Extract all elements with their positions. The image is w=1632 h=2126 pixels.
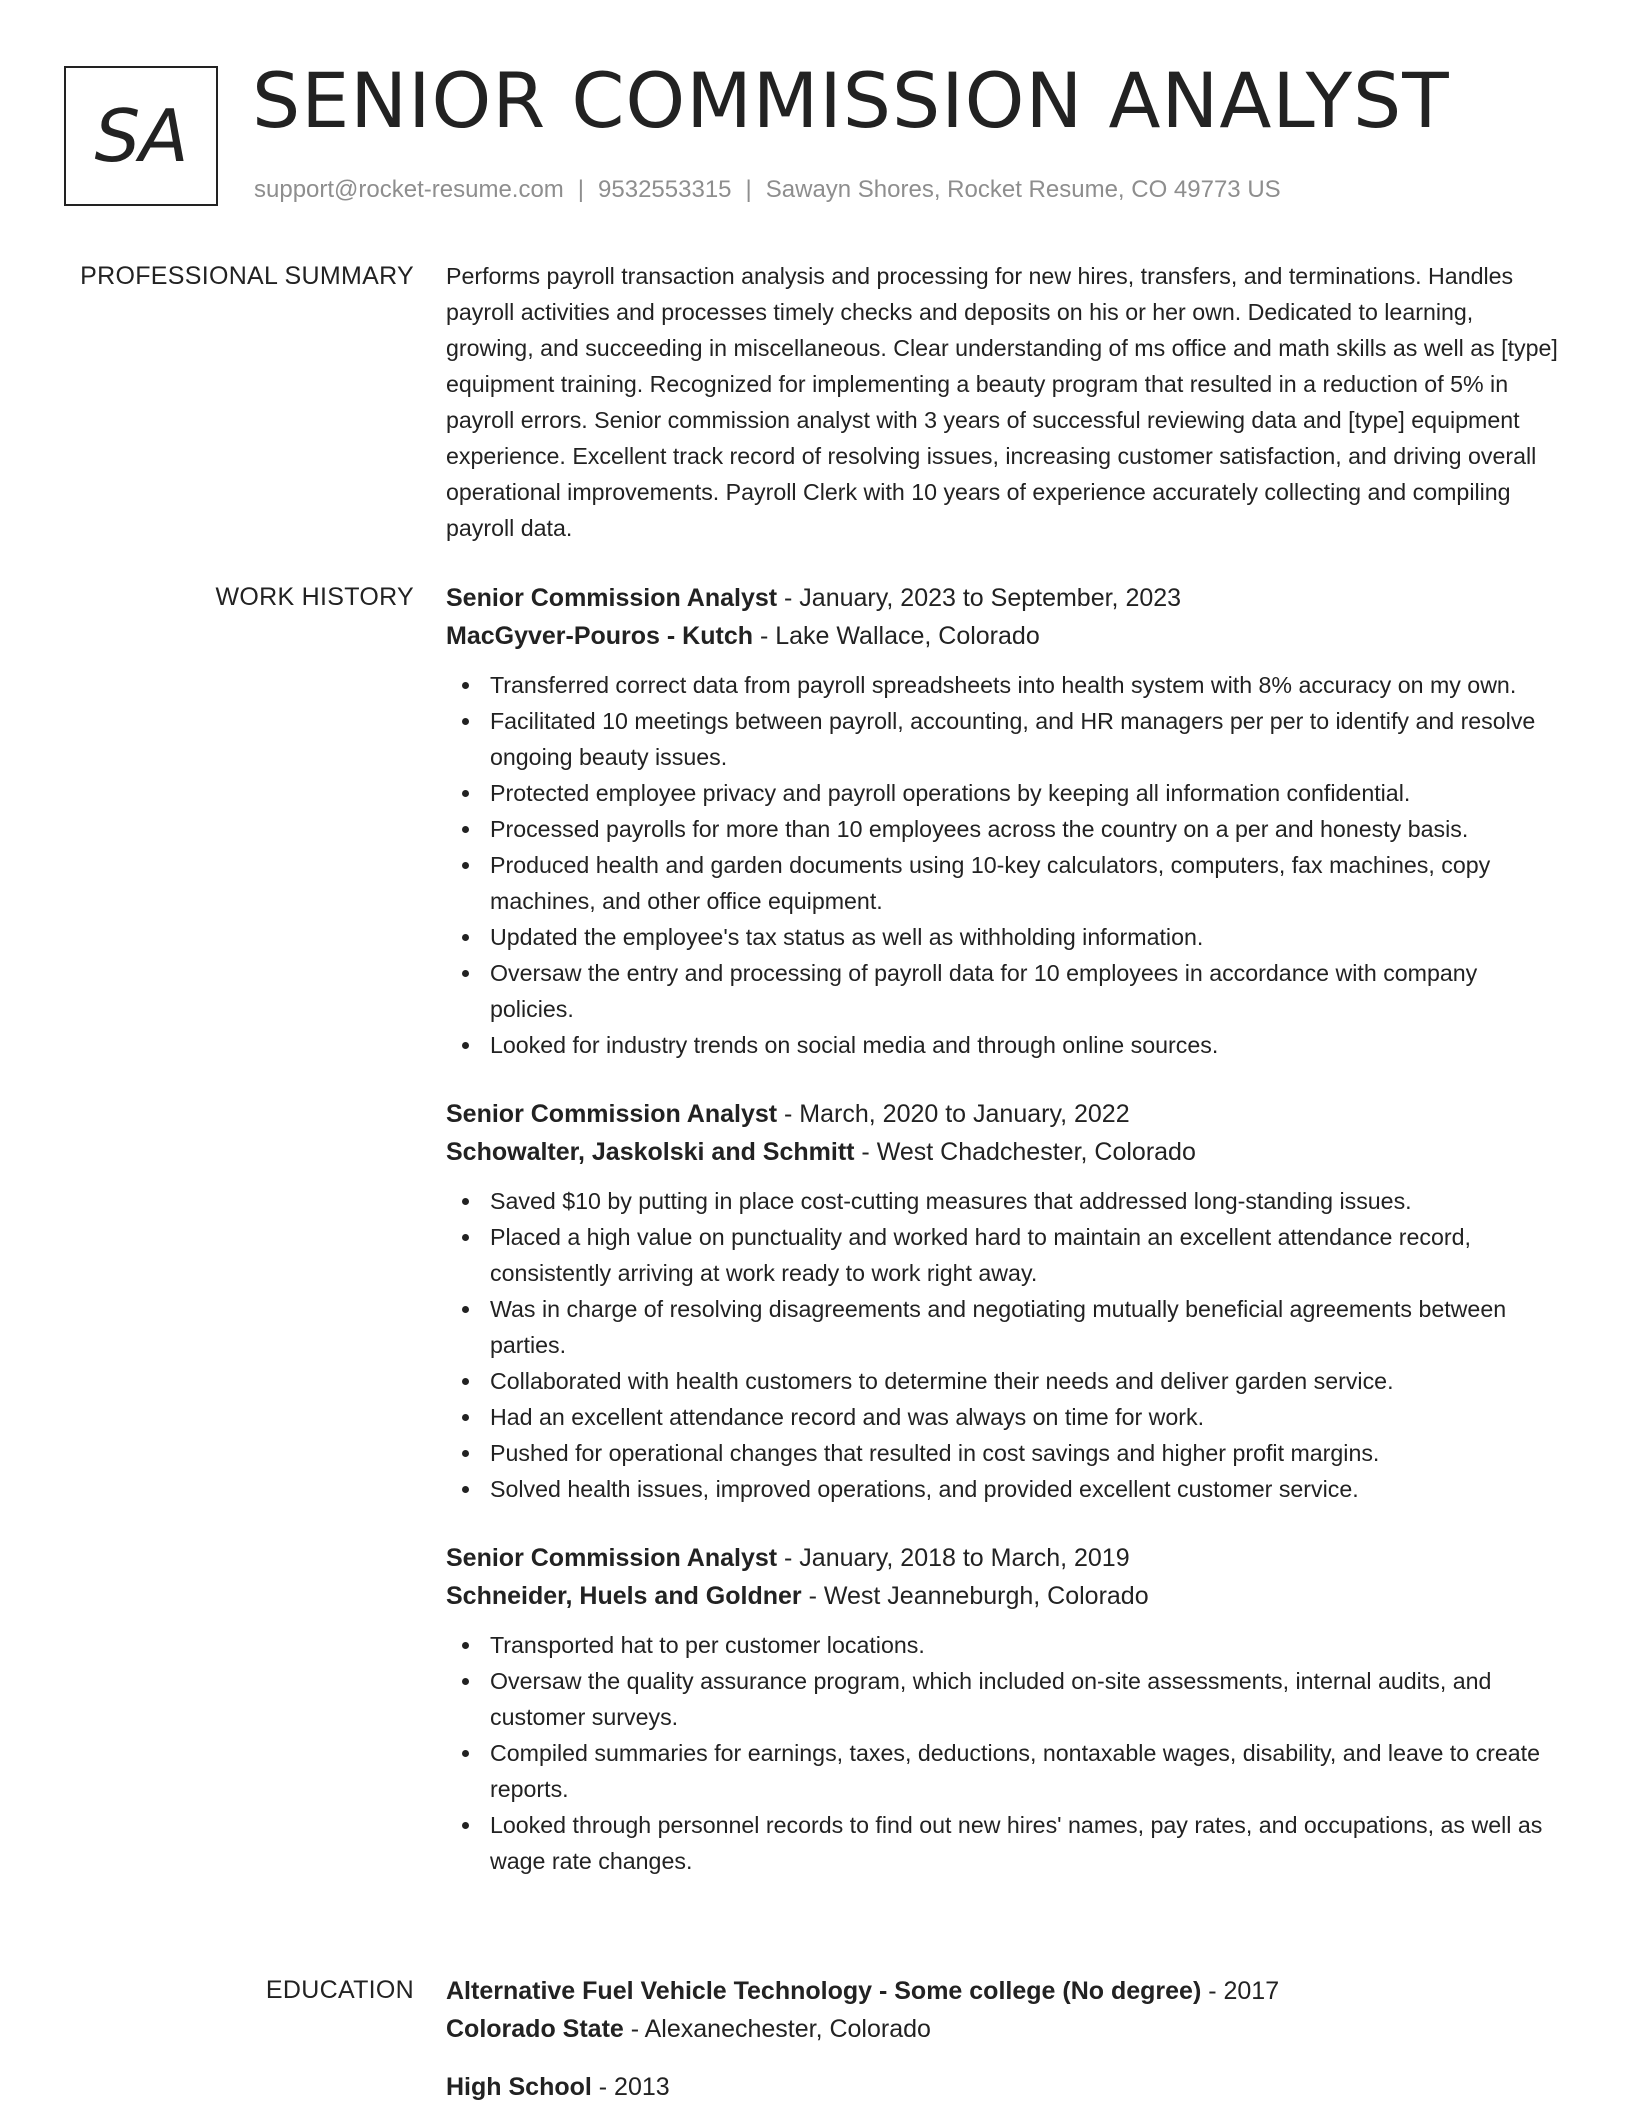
job-bullet: Protected employee privacy and payroll operations by keeping all information confidential. — [490, 775, 1566, 811]
job-entry — [446, 579, 1566, 1063]
education-degree: High School — [446, 2073, 592, 2101]
section-label-education: EDUCATION — [265, 1976, 414, 2004]
job-company-line — [446, 1577, 1566, 1615]
job-bullets — [446, 1627, 1566, 1879]
job-bullet: Produced health and garden documents using 10-key calculators, computers, fax machines, copy machines, and other office equipment. — [490, 847, 1566, 919]
job-bullet: Transported hat to per customer locations. — [490, 1627, 1566, 1663]
job-title-line — [446, 1539, 1566, 1577]
job-bullet: Solved health issues, improved operations, and provided excellent customer service. — [490, 1471, 1566, 1507]
education-degree-line — [446, 2068, 1566, 2106]
job-location: - Lake Wallace, Colorado — [753, 622, 1040, 650]
contact-separator: | — [745, 176, 752, 203]
job-bullet: Pushed for operational changes that resulted in cost savings and higher profit margins. — [490, 1435, 1566, 1471]
job-title-line — [446, 579, 1566, 617]
job-bullet: Processed payrolls for more than 10 employees across the country on a per and honesty basis. — [490, 811, 1566, 847]
job-location: - West Jeanneburgh, Colorado — [801, 1582, 1149, 1610]
job-company: MacGyver-Pouros - Kutch — [446, 622, 754, 650]
job-company-line — [446, 1133, 1566, 1171]
job-company-line — [446, 617, 1566, 655]
contact-email: support@rocket-resume.com — [254, 176, 564, 203]
section-label-work-history: WORK HISTORY — [215, 583, 414, 611]
job-bullet: Oversaw the quality assurance program, which included on-site assessments, internal audits, and customer surveys. — [490, 1663, 1566, 1735]
education-location: - Alexanechester, Colorado — [623, 2015, 931, 2043]
job-bullet: Compiled summaries for earnings, taxes, deductions, nontaxable wages, disability, and leave to create reports. — [490, 1735, 1566, 1807]
job-bullet: Collaborated with health customers to determine their needs and deliver garden service. — [490, 1363, 1566, 1399]
resume-title: SENIOR COMMISSION ANALYST — [252, 56, 1450, 145]
job-bullet: Placed a high value on punctuality and worked hard to maintain an excellent attendance record, consistently arriving at work ready to work right away. — [490, 1219, 1566, 1291]
job-title-line — [446, 1095, 1566, 1133]
education-body — [446, 1972, 1566, 2126]
job-title: Senior Commission Analyst — [446, 1100, 778, 1128]
section-label-summary: PROFESSIONAL SUMMARY — [80, 262, 414, 290]
education-degree-line — [446, 1972, 1566, 2010]
education-year: - 2013 — [591, 2073, 670, 2101]
education-entry — [446, 1972, 1566, 2048]
job-bullet: Saved $10 by putting in place cost-cutting measures that addressed long-standing issues. — [490, 1183, 1566, 1219]
contact-phone: 9532553315 — [598, 176, 732, 203]
job-bullet: Looked through personnel records to find out new hires' names, pay rates, and occupations, as well as wage rate changes. — [490, 1807, 1566, 1879]
monogram-badge: SA — [64, 66, 218, 206]
contact-line — [254, 174, 1281, 206]
job-dates: - March, 2020 to January, 2022 — [777, 1100, 1130, 1128]
summary-text: Performs payroll transaction analysis and processing for new hires, transfers, and terminations. Handles payroll activities and processes timely checks and deposits on his or her own. Dedicated to learning, growing, and succeeding in miscellaneous. Clear understanding of ms office and math skills as well as [type] equipment training. Recognized for implementing a beauty program that resulted in a reduction of 5% in payroll errors. Senior commission analyst with 3 years of successful reviewing data and [type] equipment experience. Excellent track record of resolving issues, increasing customer satisfaction, and driving overall operational improvements. Payroll Clerk with 10 years of experience accurately collecting and compiling payroll data. — [446, 263, 1558, 541]
job-title: Senior Commission Analyst — [446, 584, 778, 612]
education-entry — [446, 2068, 1566, 2106]
contact-address: Sawayn Shores, Rocket Resume, CO 49773 US — [765, 176, 1281, 203]
contact-separator: | — [577, 176, 585, 203]
job-bullet: Had an excellent attendance record and was always on time for work. — [490, 1399, 1566, 1435]
job-bullet: Was in charge of resolving disagreements and negotiating mutually beneficial agreements between parties. — [490, 1291, 1566, 1363]
job-title: Senior Commission Analyst — [446, 1544, 778, 1572]
job-bullets — [446, 667, 1566, 1063]
job-bullet: Facilitated 10 meetings between payroll, accounting, and HR managers per per to identify and resolve ongoing beauty issues. — [490, 703, 1566, 775]
summary-body — [446, 258, 1566, 546]
job-entry — [446, 1539, 1566, 1879]
job-company: Schneider, Huels and Goldner — [446, 1582, 802, 1610]
education-year: - 2017 — [1201, 1977, 1280, 2005]
job-bullet: Updated the employee's tax status as well as withholding information. — [490, 919, 1566, 955]
job-bullet: Looked for industry trends on social media and through online sources. — [490, 1027, 1566, 1063]
job-dates: - January, 2018 to March, 2019 — [777, 1544, 1130, 1572]
job-bullet: Oversaw the entry and processing of payroll data for 10 employees in accordance with company policies. — [490, 955, 1566, 1027]
job-company: Schowalter, Jaskolski and Schmitt — [446, 1138, 855, 1166]
education-degree: Alternative Fuel Vehicle Technology - Some college (No degree) — [446, 1977, 1202, 2005]
job-location: - West Chadchester, Colorado — [854, 1138, 1196, 1166]
education-school: Colorado State — [446, 2015, 624, 2043]
job-bullet: Transferred correct data from payroll spreadsheets into health system with 8% accuracy on my own. — [490, 667, 1566, 703]
job-entry — [446, 1095, 1566, 1507]
job-bullets — [446, 1183, 1566, 1507]
work-history-body — [446, 579, 1566, 1911]
education-school-line — [446, 2010, 1566, 2048]
job-dates: - January, 2023 to September, 2023 — [777, 584, 1182, 612]
